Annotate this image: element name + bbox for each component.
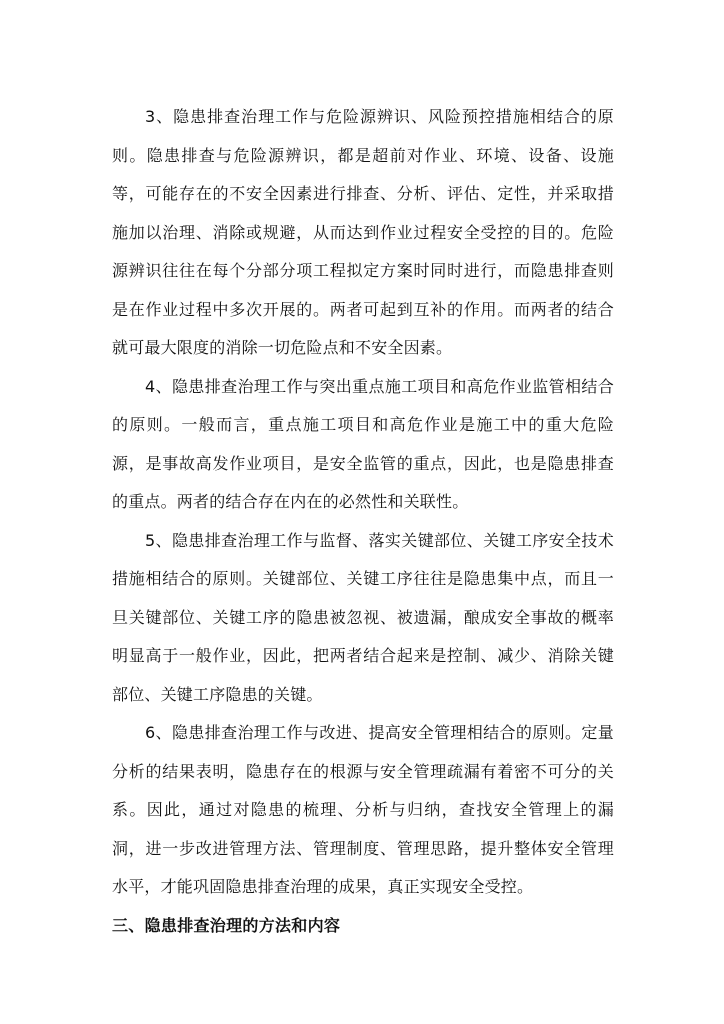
- paragraph-principle-6: 6、隐患排查治理工作与改进、提高安全管理相结合的原则。定量分析的结果表明，隐患存在的根源与安全管理疏漏有着密不可分的关系。因此，通过对隐患的梳理、分析与归纳，查找安全管理上的漏洞，进一步改进管理方法、管理制度、管理思路，提升整体安全管理水平，才能巩固隐患排查治理的成果，真正实现安全受控。: [112, 723, 614, 896]
- paragraph-principle-5: 5、隐患排查治理工作与监督、落实关键部位、关键工序安全技术措施相结合的原则。关键部位、关键工序往往是隐患集中点，而且一旦关键部位、关键工序的隐患被忽视、被遗漏，酿成安全事故的概率明显高于一般作业，因此，把两者结合起来是控制、减少、消除关键部位、关键工序隐患的关键。: [112, 530, 614, 704]
- document-body: [112, 98, 614, 945]
- section-heading: 三、隐患排查治理的方法和内容: [112, 915, 341, 935]
- paragraph-principle-4: 4、隐患排查治理工作与突出重点施工项目和高危作业监管相结合的原则。一般而言，重点施工项目和高危作业是施工中的重大危险源，是事故高发作业项目，是安全监管的重点，因此，也是隐患排查的重点。两者的结合存在内在的必然性和关联性。: [112, 376, 614, 511]
- paragraph-principle-3: 3、隐患排查治理工作与危险源辨识、风险预控措施相结合的原则。隐患排查与危险源辨识，都是超前对作业、环境、设备、设施等，可能存在的不安全因素进行排查、分析、评估、定性，并采取措施加以治理、消除或规避，从而达到作业过程安全受控的目的。危险源辨识往往在每个分部分项工程拟定方案时同时进行，而隐患排查则是在作业过程中多次开展的。两者可起到互补的作用。而两者的结合就可最大限度的消除一切危险点和不安全因素。: [112, 107, 614, 357]
